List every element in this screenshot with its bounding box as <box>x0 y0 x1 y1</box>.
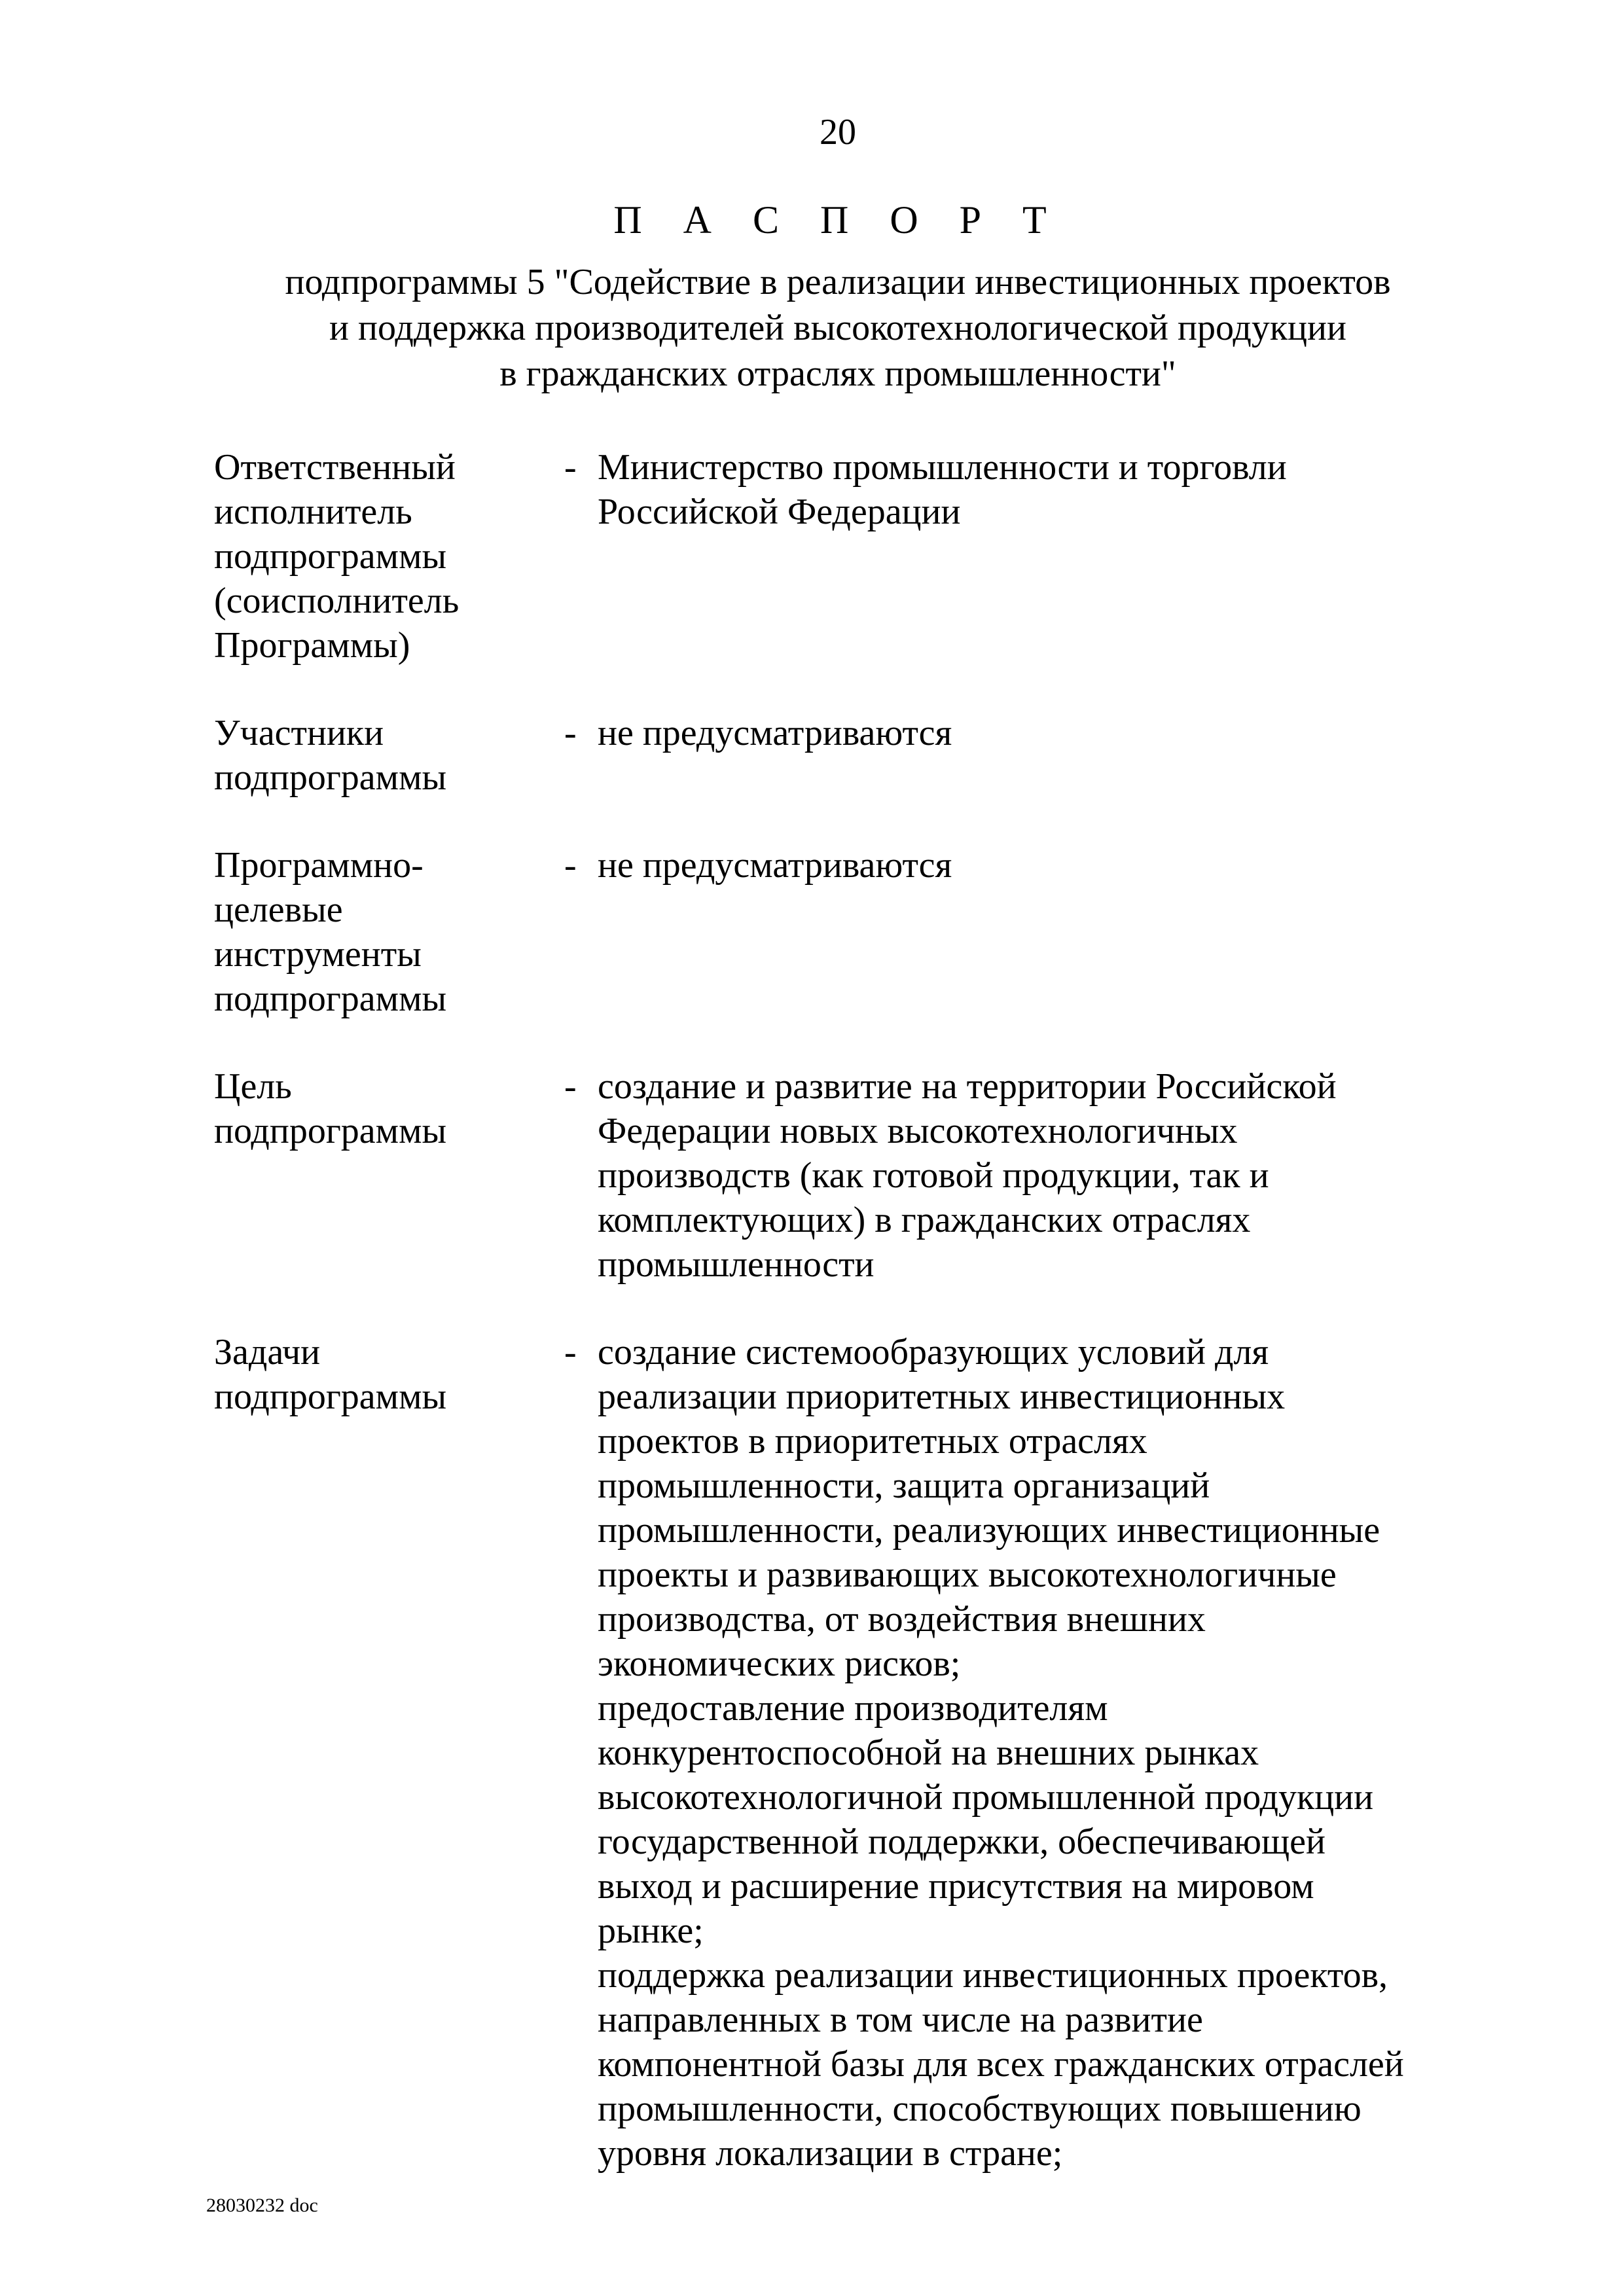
subtitle-line: подпрограммы 5 "Содействие в реализации инвестиционных проектов <box>285 262 1391 302</box>
row-dash: - <box>564 447 577 488</box>
label-line: инструменты <box>214 934 422 975</box>
passport-row-responsible <box>0 445 1624 668</box>
label-line: Программно- <box>214 845 424 886</box>
label-line: подпрограммы <box>214 757 447 798</box>
passport-row-instruments <box>0 843 1624 1021</box>
document-title: П А С П О Р Т <box>613 198 1062 242</box>
value-line: уровня локализации в стране; <box>598 2133 1063 2174</box>
subtitle-line: в гражданских отраслях промышленности" <box>499 353 1176 394</box>
document-subtitle <box>170 259 1506 397</box>
value-line: не предусматриваются <box>598 845 952 886</box>
value-line: не предусматриваются <box>598 713 952 753</box>
label-line: Ответственный <box>214 447 456 488</box>
passport-table <box>0 445 1624 2219</box>
label-line: (соисполнитель <box>214 581 460 621</box>
value-line: промышленности, реализующих инвестиционные <box>598 1510 1380 1551</box>
label-line: Цель <box>214 1066 292 1107</box>
value-line: компонентной базы для всех гражданских отраслей <box>598 2044 1404 2085</box>
label-line: подпрограммы <box>214 536 447 577</box>
row-label <box>214 445 554 668</box>
row-label <box>214 1064 554 1153</box>
label-line: подпрограммы <box>214 1111 447 1151</box>
value-line: производства, от воздействия внешних <box>598 1599 1206 1640</box>
value-line: выход и расширение присутствия на мировом <box>598 1866 1314 1907</box>
label-line: целевые <box>214 889 343 930</box>
document-code: 28030232 doc <box>206 2195 318 2216</box>
value-line: промышленности, защита организаций <box>598 1465 1210 1506</box>
row-dash: - <box>564 845 577 886</box>
value-line: экономических рисков; <box>598 1643 961 1684</box>
row-value <box>598 1330 1462 2176</box>
row-label <box>214 711 554 800</box>
value-line: направленных в том числе на развитие <box>598 2000 1203 2040</box>
row-dash: - <box>564 713 577 753</box>
value-line: Федерации новых высокотехнологичных <box>598 1111 1238 1151</box>
value-line: создание системообразующих условий для <box>598 1332 1269 1372</box>
row-dash: - <box>564 1332 577 1372</box>
label-line: подпрограммы <box>214 978 447 1019</box>
label-line: исполнитель <box>214 492 412 532</box>
value-line: поддержка реализации инвестиционных проектов, <box>598 1955 1388 1996</box>
value-line: государственной поддержки, обеспечивающей <box>598 1821 1326 1862</box>
row-value <box>598 445 1462 668</box>
row-value <box>598 711 1462 800</box>
value-line: высокотехнологичной промышленной продукции <box>598 1777 1374 1818</box>
row-value <box>598 1064 1462 1287</box>
value-line: реализации приоритетных инвестиционных <box>598 1376 1286 1417</box>
value-line: производств (как готовой продукции, так и <box>598 1155 1269 1196</box>
subtitle-line: и поддержка производителей высокотехнологической продукции <box>329 308 1346 348</box>
value-line: Министерство промышленности и торговли <box>598 447 1287 488</box>
passport-row-tasks <box>0 1330 1624 2176</box>
value-line: промышленности, способствующих повышению <box>598 2089 1362 2129</box>
passport-row-goal <box>0 1064 1624 1287</box>
value-line: рынке; <box>598 1910 704 1951</box>
passport-row-participants <box>0 711 1624 800</box>
label-line: Программы) <box>214 625 410 666</box>
value-line: промышленности <box>598 1244 875 1285</box>
page-number: 20 <box>820 112 856 152</box>
label-line: Участники <box>214 713 384 753</box>
label-line: Задачи <box>214 1332 321 1372</box>
row-dash: - <box>564 1066 577 1107</box>
value-line: конкурентоспособной на внешних рынках <box>598 1732 1259 1773</box>
row-label <box>214 1330 554 1419</box>
value-line: создание и развитие на территории Российской <box>598 1066 1337 1107</box>
label-line: подпрограммы <box>214 1376 447 1417</box>
value-line: комплектующих) в гражданских отраслях <box>598 1200 1251 1240</box>
value-line: проекты и развивающих высокотехнологичные <box>598 1554 1337 1595</box>
row-label <box>214 843 554 1021</box>
value-line: Российской Федерации <box>598 492 961 532</box>
value-line: предоставление производителям <box>598 1688 1108 1729</box>
value-line: проектов в приоритетных отраслях <box>598 1421 1147 1462</box>
row-value <box>598 843 1462 1021</box>
